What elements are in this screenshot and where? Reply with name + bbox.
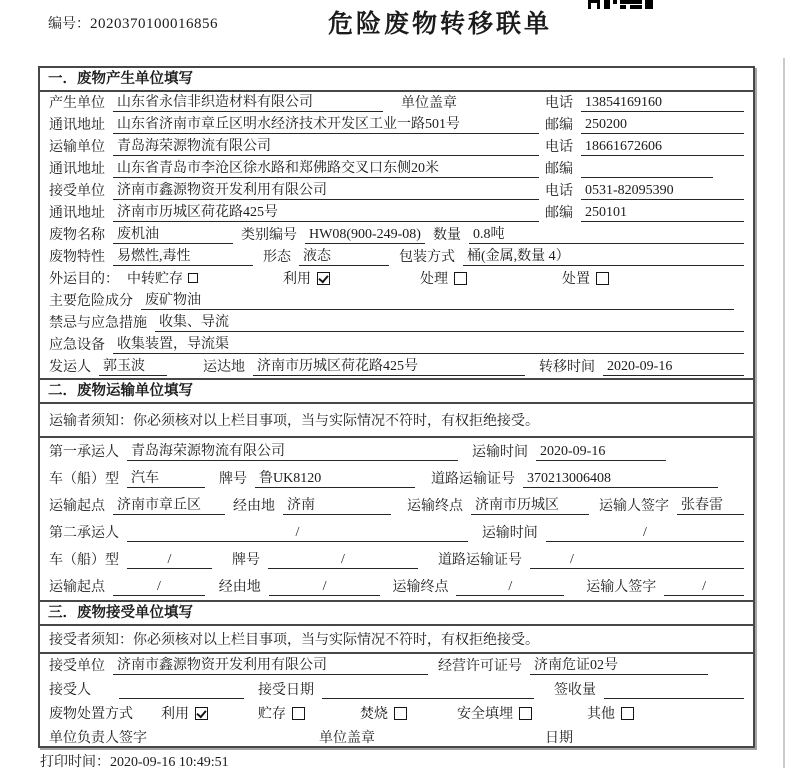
equipment-value: 收集装置，导流渠 [113,333,744,354]
section2-body [40,438,753,600]
notice-text: 运输者须知：你必须核对以上栏目事项，当与实际情况不符时，有权拒绝接受。 [49,414,539,429]
row-receiver-address [49,202,744,224]
row-vehicle1 [49,465,744,492]
receiver-label: 接受单位 [49,184,105,199]
address-value: 山东省青岛市李沧区徐水路和郑佛路交叉口东侧20米 [113,157,539,178]
row-carrier1 [49,438,744,465]
transport-time-value: / [546,525,744,542]
zip-label: 邮编 [545,162,573,177]
row-emergency-equipment [49,334,744,356]
road-permit-label: 道路运输证号 [431,472,515,487]
receiver-value: 济南市鑫源物资开发利用有限公司 [113,179,539,200]
equipment-label: 应急设备 [49,338,105,353]
received-qty-label: 签收量 [554,683,596,698]
carrier1-label: 第一承运人 [49,445,119,460]
section1-heading: 一．废物产生单位填写 [40,68,753,92]
terminus-value: / [456,579,564,596]
transfer-date-label: 转移时间 [539,360,595,375]
transport-time-value: 2020-09-16 [536,444,666,461]
zip-label: 邮编 [545,118,573,133]
option-label: 利用 [283,272,311,287]
section2-heading: 二．废物运输单位填写 [40,378,753,404]
row-waste-name [49,224,744,246]
characteristics-value: 易燃性,毒性 [113,245,253,266]
row-producer [49,92,744,114]
phone-label: 电话 [545,140,573,155]
transporter-label: 运输单位 [49,140,105,155]
recipient-value [119,698,244,699]
option-dispose [562,268,609,288]
serial-value: 2020370100016856 [90,16,218,32]
packaging-value: 桶(金属,数量 4） [463,245,744,266]
precautions-value: 收集、导流 [155,311,744,332]
checkbox-icon [621,707,634,720]
row-transporter [49,136,744,158]
manifest-form [38,66,755,748]
terminus-value: 济南市历城区 [471,494,589,515]
option-label: 处理 [420,272,448,287]
page-title: 危险废物转移联单 [328,10,553,38]
vehicle-value: 汽车 [127,467,205,488]
transport-time-label: 运输时间 [472,445,528,460]
unit-seal-label: 单位盖章 [319,731,375,746]
category-value: HW08(900-249-08) [305,227,425,244]
zip-value: 250101 [581,205,744,222]
section1-body [40,92,753,378]
transporter-value: 青岛海荣源物流有限公司 [113,135,539,156]
row-shipper [49,356,744,378]
origin-value: / [113,579,205,596]
section2-notice [40,404,753,438]
option-utilize [161,703,208,723]
qr-code-fragment [588,0,654,10]
option-transfer-storage [127,268,198,288]
road-permit-label: 道路运输证号 [438,553,522,568]
scan-page-edge [783,58,785,768]
carrier2-value: / [127,525,468,542]
hazard-value: 废矿物油 [141,289,734,310]
section3-body [40,654,753,748]
row-route1 [49,492,744,519]
row-transfer-purpose [49,268,744,290]
checkbox-icon [519,707,532,720]
phone-value: 0531-82095390 [581,183,744,200]
quantity-label: 数量 [433,228,461,243]
option-utilize [283,268,330,288]
section3-notice [40,626,753,654]
row-vehicle2 [49,546,744,573]
date-label: 日期 [545,731,573,746]
row-responsible-signature [49,726,744,748]
carrier1-value: 青岛海荣源物流有限公司 [127,440,458,461]
address-label: 通讯地址 [49,118,105,133]
category-label: 类别编号 [241,228,297,243]
via-value: 济南 [283,494,391,515]
row-transporter-address [49,158,744,180]
recipient-label: 接受人 [49,683,91,698]
precautions-label: 禁忌与应急措施 [49,316,147,331]
accepting-unit-value: 济南市鑫源物资开发利用有限公司 [113,654,428,675]
option-other [587,703,634,723]
signature-value: / [664,579,744,596]
producer-label: 产生单位 [49,96,105,111]
zip-value: 250200 [581,117,744,134]
carrier2-label: 第二承运人 [49,526,119,541]
road-permit-value: / [530,552,744,569]
row-accepting-unit [49,654,744,678]
responsible-sign-value [185,746,305,747]
waste-name-label: 废物名称 [49,228,105,243]
address-value: 济南市历城区荷花路425号 [113,201,539,222]
signature-label: 运输人签字 [599,499,669,514]
plate-label: 牌号 [219,472,247,487]
date-value [581,746,744,747]
checkbox-icon [596,272,609,285]
checkbox-icon [195,707,208,720]
row-recipient [49,678,744,702]
purpose-label: 外运目的： [49,272,119,287]
shipper-label: 发运人 [49,360,91,375]
row-receiver [49,180,744,202]
option-label: 处置 [562,272,590,287]
responsible-sign-label: 单位负责人签字 [49,731,147,746]
accepting-unit-label: 接受单位 [49,659,105,674]
form-value: 液态 [299,245,389,266]
row-carrier2 [49,519,744,546]
option-label: 其他 [587,707,615,722]
receive-date-value [322,698,534,699]
option-treat [420,268,467,288]
signature-label: 运输人签字 [586,580,657,595]
section3-heading: 三．废物接受单位填写 [40,600,753,626]
seal-label: 单位盖章 [401,96,457,111]
zip-label: 邮编 [545,206,573,221]
destination-label: 运达地 [203,360,245,375]
origin-label: 运输起点 [49,499,105,514]
serial-label: 编号： [48,17,90,32]
row-hazard-components [49,290,744,312]
origin-value: 济南市章丘区 [113,494,225,515]
checkbox-icon [188,273,198,283]
receive-date-label: 接受日期 [258,683,314,698]
checkbox-icon [394,707,407,720]
address-label: 通讯地址 [49,206,105,221]
address-label: 通讯地址 [49,162,105,177]
shipper-value: 郭玉波 [99,355,167,376]
row-waste-characteristics [49,246,744,268]
quantity-value: 0.8吨 [469,223,744,244]
terminus-label: 运输终点 [392,580,449,595]
notice-text: 接受者须知：你必须核对以上栏目事项，当与实际情况不符时，有权拒绝接受。 [49,633,539,648]
option-store [258,703,305,723]
row-disposal-method [49,702,744,726]
checkbox-icon [454,272,467,285]
row-precautions [49,312,744,334]
transfer-date-value: 2020-09-16 [603,359,744,376]
waste-name-value: 废机油 [113,223,233,244]
vehicle-label: 车（船）型 [49,553,119,568]
phone-label: 电话 [545,96,573,111]
checkbox-icon [317,272,330,285]
disposal-label: 废物处置方式 [49,707,133,722]
option-landfill [457,703,532,723]
vehicle-label: 车（船）型 [49,472,119,487]
hazard-label: 主要危险成分 [49,294,133,309]
via-label: 经由地 [233,499,275,514]
producer-value: 山东省永信非织造材料有限公司 [113,91,383,112]
print-time [40,751,229,768]
row-producer-address [49,114,744,136]
vehicle-value: / [127,552,212,569]
plate-value: / [268,552,418,569]
print-time-label: 打印时间： [40,755,110,768]
characteristics-label: 废物特性 [49,250,105,265]
via-label: 经由地 [218,580,261,595]
plate-value: 鲁UK8120 [255,467,415,488]
plate-label: 牌号 [232,553,260,568]
row-route2 [49,573,744,600]
zip-value [581,177,713,178]
permit-label: 经营许可证号 [438,659,522,674]
phone-value: 13854169160 [581,95,744,112]
received-qty-value [604,698,744,699]
road-permit-value: 370213006408 [523,471,718,488]
option-label: 贮存 [258,707,286,722]
option-label: 焚烧 [360,707,388,722]
origin-label: 运输起点 [49,580,105,595]
signature-value: 张春雷 [677,494,744,515]
option-label: 中转贮存 [127,272,183,287]
permit-value: 济南危证02号 [530,654,708,675]
address-value: 山东省济南市章丘区明水经济技术开发区工业一路501号 [113,113,539,134]
option-label: 安全填埋 [457,707,513,722]
option-incinerate [360,703,407,723]
form-label: 形态 [263,250,291,265]
serial-number [48,13,218,33]
packaging-label: 包装方式 [399,250,455,265]
via-value: / [269,579,381,596]
print-time-value: 2020-09-16 10:49:51 [110,755,229,768]
destination-value: 济南市历城区荷花路425号 [253,355,525,376]
terminus-label: 运输终点 [407,499,463,514]
transport-time-label: 运输时间 [481,526,538,541]
phone-label: 电话 [545,184,573,199]
option-label: 利用 [161,707,189,722]
checkbox-icon [292,707,305,720]
phone-value: 18661672606 [581,139,744,156]
